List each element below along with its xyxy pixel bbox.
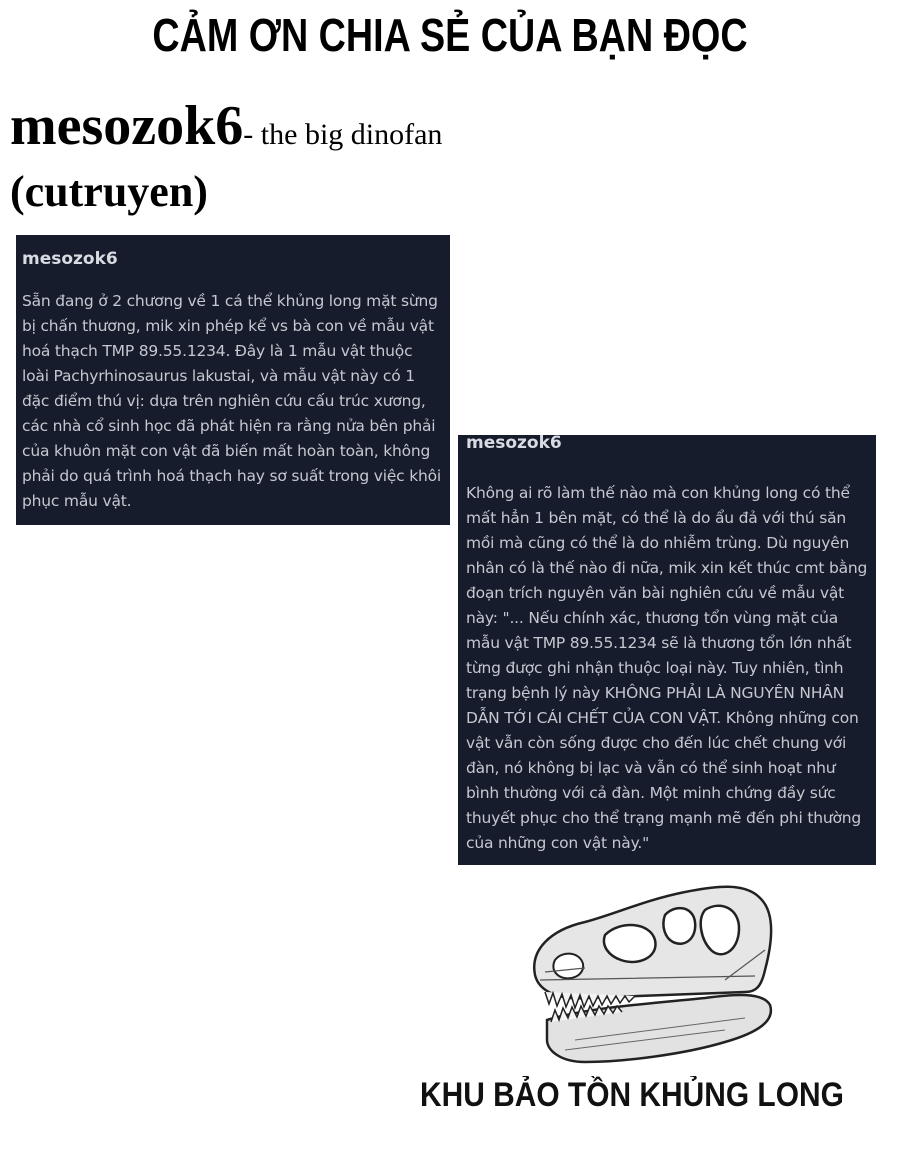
comment-text: Sẵn đang ở 2 chương về 1 cá thể khủng long mặt sừng bị chấn thương, mik xin phép kể vs bà con về mẫu vật hoá thạch TMP 89.55.1234. Đây là 1 mẫu vật thuộc loài Pachyrhinosaurus lakustai, và mẫu vật này có 1 đặc điểm thú vị: dựa trên nghiên cứu cấu trúc xương, các nhà cổ sinh học đã phát hiện ra rằng nửa bên phải của khuôn mặt con vật đã biến mất hoàn toàn, không phải do quá trình hoá thạch hay sơ suất trong việc khôi phục mẫu vật. <box>22 292 442 510</box>
dinosaur-skull-icon <box>525 880 780 1075</box>
reader-credit <box>10 94 442 158</box>
comment-card <box>458 435 876 865</box>
comment-author: mesozok6 <box>22 249 118 269</box>
reader-tagline: - the big dinofan <box>243 118 443 151</box>
comment-text: Không ai rõ làm thế nào mà con khủng long có thể mất hẳn 1 bên mặt, có thể là do ẩu đả với thú săn mồi mà cũng có thể là do nhiễm trùng. Dù nguyên nhân có là thế nào đi nữa, mik xin kết thúc cmt bằng đoạn trích nguyên văn bài nghiên cứu về mẫu vật này: "... Nếu chính xác, thương tổn vùng mặt của mẫu vật TMP 89.55.1234 sẽ là thương tổn lớn nhất từng được ghi nhận thuộc loại này. Tuy nhiên, tình trạng bệnh lý này KHÔNG PHẢI LÀ NGUYÊN NHÂN DẪN TỚI CÁI CHẾT CỦA CON VẬT. Không những con vật vẫn còn sống được cho đến lúc chết chung với đàn, nó không bị lạc và vẫn có thể sinh hoạt như bình thường với cả đàn. Một minh chứng đầy sức thuyết phục cho thể trạng mạnh mẽ đến phi thường của những con vật này." <box>466 484 868 852</box>
footer-logo: KHU BẢO TỒN KHỦNG LONG <box>420 1076 844 1114</box>
reader-username: mesozok6 <box>10 95 244 157</box>
comment-card <box>16 235 450 525</box>
page-title: CẢM ƠN CHIA SẺ CỦA BẠN ĐỌC <box>152 9 748 61</box>
comment-author: mesozok6 <box>466 433 562 453</box>
reader-source-site: (cutruyen) <box>10 167 208 216</box>
